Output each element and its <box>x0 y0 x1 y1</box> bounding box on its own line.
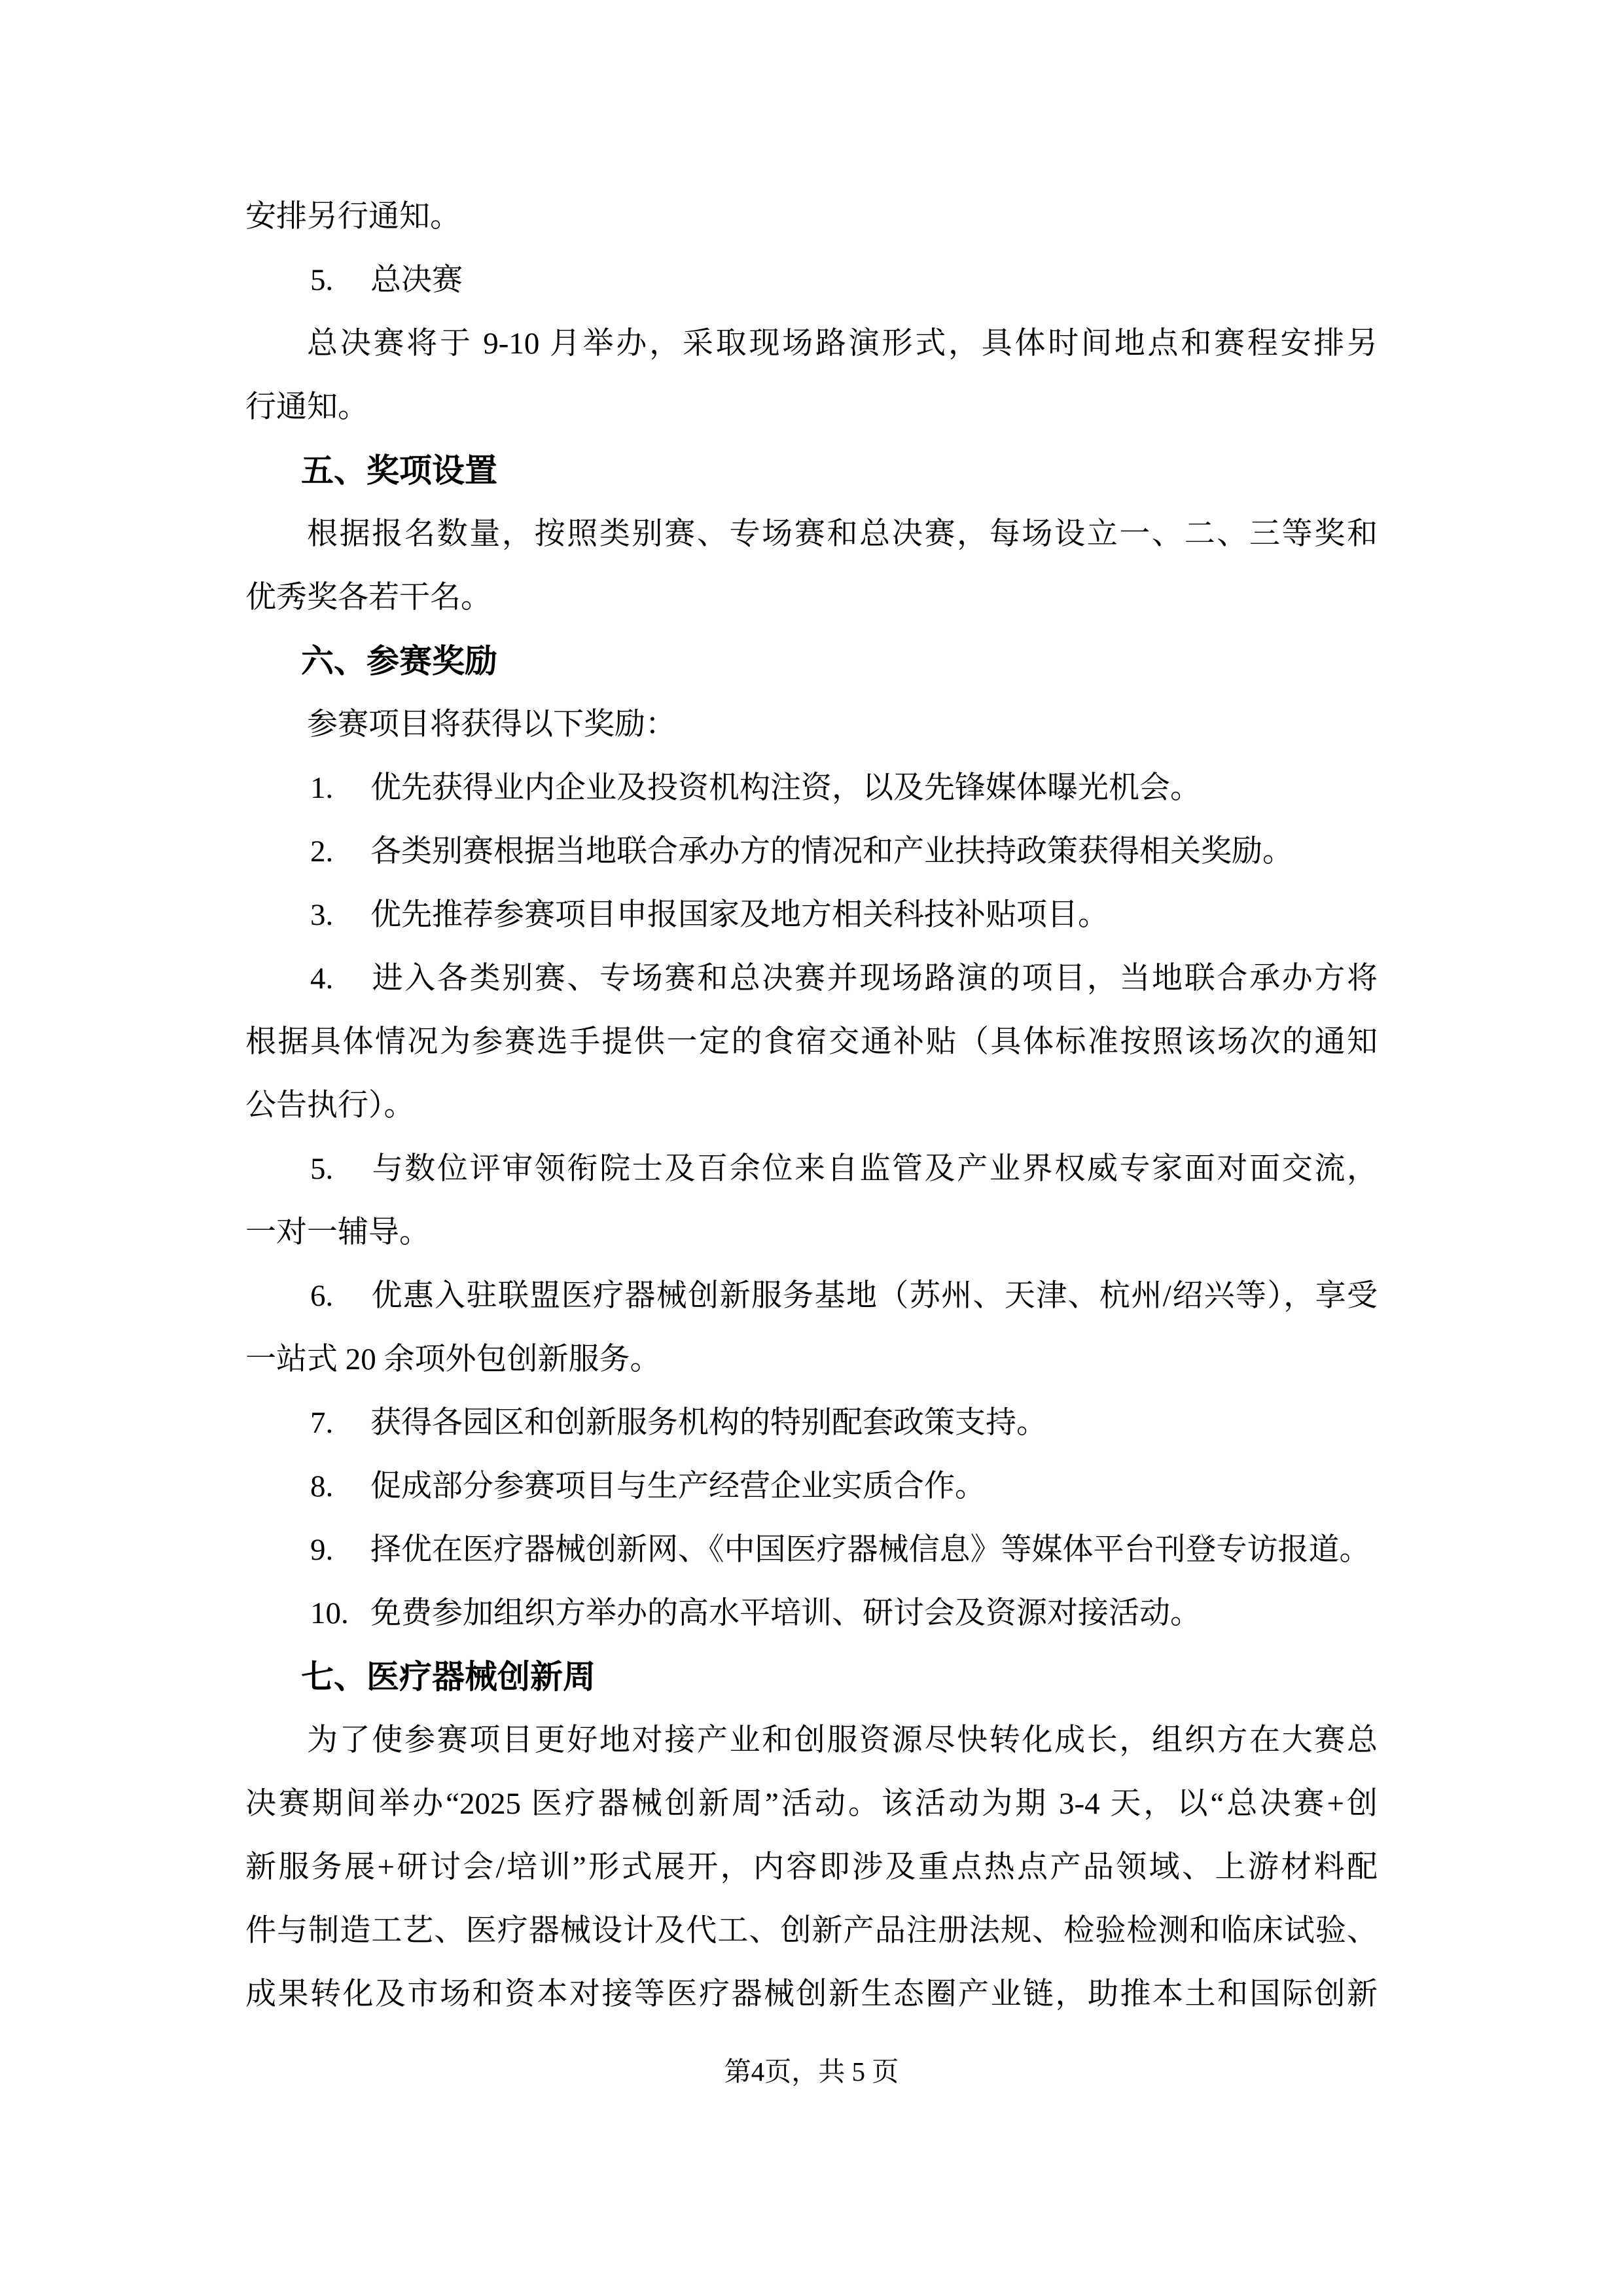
list-item <box>245 757 1378 820</box>
list-item <box>245 1265 1378 1328</box>
section-heading: 六、参赛奖励 <box>301 642 497 680</box>
list-text: 促成部分参赛项目与生产经营企业实质合作。 <box>370 1469 986 1503</box>
list-item <box>245 884 1378 947</box>
list-number: 8. <box>310 1469 334 1503</box>
list-item <box>245 947 1378 1011</box>
text-line: 决赛期间举办“2025 医疗器械创新周”活动。该活动为期 3-4 天，以“总决赛+创 <box>245 1787 1378 1821</box>
text-line: 根据具体情况为参赛选手提供一定的食宿交通补贴（具体标准按照该场次的通知 <box>245 1025 1378 1059</box>
list-item <box>245 1518 1378 1582</box>
text-line: 为了使参赛项目更好地对接产业和创服资源尽快转化成长，组织方在大赛总 <box>307 1723 1378 1757</box>
list-number: 5. <box>310 1152 334 1186</box>
list-number: 6. <box>310 1279 334 1313</box>
text-line: 根据报名数量，按照类别赛、专场赛和总决赛，每场设立一、二、三等奖和 <box>307 517 1378 551</box>
text-line: 公告执行）。 <box>245 1088 415 1122</box>
text-line: 一对一辅导。 <box>245 1215 430 1249</box>
list-text: 总决赛 <box>370 263 463 297</box>
text-line: 安排另行通知。 <box>245 200 461 234</box>
text-line: 优秀奖各若干名。 <box>245 581 491 615</box>
list-number: 2. <box>310 834 334 869</box>
page-footer: 第4页，共 5 页 <box>724 2056 899 2087</box>
list-number: 5. <box>310 263 334 297</box>
list-text: 与数位评审领衔院士及百余位来自监管及产业界权威专家面对面交流， <box>370 1152 1378 1186</box>
list-text: 获得各园区和创新服务机构的特别配套政策支持。 <box>370 1406 1047 1440</box>
text-line: 行通知。 <box>245 390 368 424</box>
text-line: 总决赛将于 9-10 月举办，采取现场路演形式，具体时间地点和赛程安排另 <box>307 327 1378 361</box>
text-line: 件与制造工艺、医疗器械设计及代工、创新产品注册法规、检验检测和临床试验、 <box>245 1914 1378 1948</box>
list-text: 优先推荐参赛项目申报国家及地方相关科技补贴项目。 <box>370 898 1109 932</box>
text-line: 参赛项目将获得以下奖励： <box>307 708 676 742</box>
list-text: 优先获得业内企业及投资机构注资，以及先锋媒体曝光机会。 <box>370 771 1201 805</box>
list-number: 1. <box>310 771 334 805</box>
list-text: 优惠入驻联盟医疗器械创新服务基地（苏州、天津、杭州/绍兴等），享受 <box>370 1279 1378 1313</box>
list-text: 各类别赛根据当地联合承办方的情况和产业扶持政策获得相关奖励。 <box>370 834 1293 869</box>
section-heading: 五、奖项设置 <box>301 452 497 490</box>
list-number: 4. <box>310 961 334 996</box>
list-item <box>245 249 1378 312</box>
list-text: 择优在医疗器械创新网、《中国医疗器械信息》等媒体平台刊登专访报道。 <box>370 1533 1370 1567</box>
list-item <box>245 1138 1378 1201</box>
text-line: 一站式 20 余项外包创新服务。 <box>245 1342 661 1376</box>
list-number: 9. <box>310 1533 334 1567</box>
list-text: 进入各类别赛、专场赛和总决赛并现场路演的项目，当地联合承办方将 <box>370 961 1378 996</box>
list-item <box>245 820 1378 884</box>
list-number: 3. <box>310 898 334 932</box>
list-number: 7. <box>310 1406 334 1440</box>
list-item <box>245 1582 1378 1645</box>
list-item <box>245 1391 1378 1455</box>
document-lines <box>245 185 1378 2026</box>
text-line: 成果转化及市场和资本对接等医疗器械创新生态圈产业链，助推本土和国际创新 <box>245 1977 1378 2011</box>
list-item <box>245 1455 1378 1518</box>
list-text: 免费参加组织方举办的高水平培训、研讨会及资源对接活动。 <box>370 1596 1201 1630</box>
list-number: 10. <box>310 1596 349 1630</box>
section-heading: 七、医疗器械创新周 <box>301 1658 596 1696</box>
text-line: 新服务展+研讨会/培训”形式展开，内容即涉及重点热点产品领域、上游材料配 <box>245 1850 1378 1884</box>
